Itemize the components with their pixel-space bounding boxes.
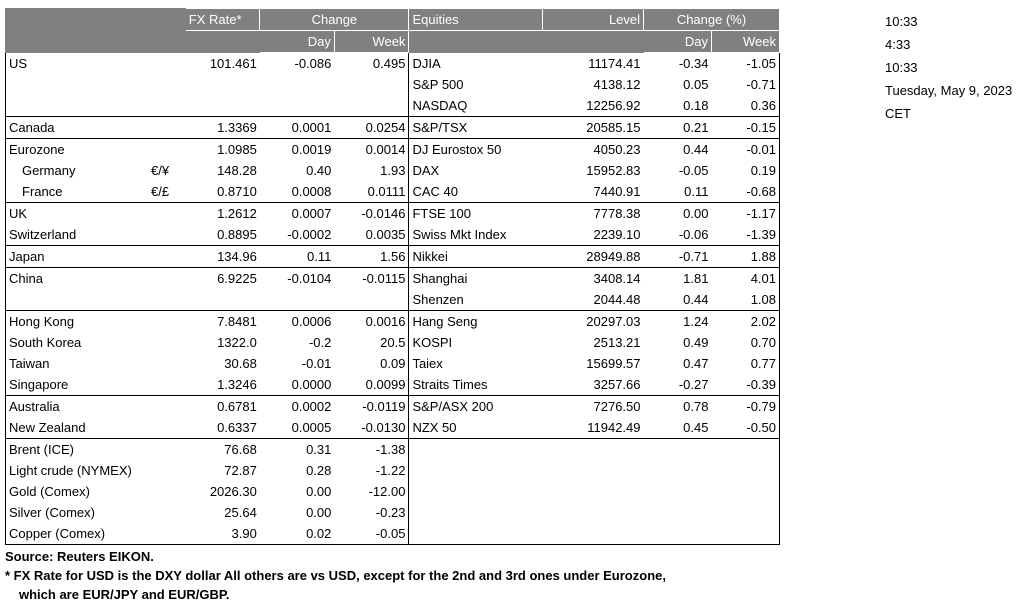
table-body: [6, 53, 780, 545]
row-fx-change-week: -0.0119: [334, 396, 409, 418]
row-equity-level: [543, 502, 644, 523]
row-equity-change-day: 1.81: [644, 268, 712, 290]
row-label: UK: [6, 203, 149, 225]
row-fx-change-day: 0.0007: [260, 203, 335, 225]
row-fx-change-day: 0.00: [306, 484, 332, 499]
row-equity-level: 7276.50: [543, 396, 644, 418]
table-row: [6, 396, 780, 418]
row-fx-change-week: -0.23: [375, 505, 406, 520]
row-equity-name: S&P 500: [409, 74, 543, 95]
row-equity-change-week: 0.19: [711, 160, 779, 181]
table-row: [6, 289, 780, 311]
row-fx-change-day: 0.0001: [260, 117, 335, 139]
row-fx-change-week: 20.5: [380, 335, 406, 350]
table-row: [6, 117, 780, 139]
row-equity-change-week: -1.17: [711, 203, 779, 225]
header-row-1: [6, 9, 780, 31]
row-label: Gold (Comex): [6, 481, 149, 502]
header-blank-symbol-2: [148, 31, 185, 53]
header-fx-week: Week: [334, 31, 409, 53]
row-equity-change-day: 0.44: [683, 292, 709, 307]
row-symbol: €/¥: [151, 163, 170, 178]
row-equity-change-day: 1.24: [644, 311, 712, 333]
row-equity-level: 2513.21: [593, 335, 641, 350]
row-symbol: [148, 95, 185, 117]
row-equity-change-week: 4.01: [711, 268, 779, 290]
row-equity-change-week: -1.39: [711, 224, 779, 246]
row-equity-change-day: 0.05: [683, 77, 709, 92]
row-fx-change-day: -0.2: [308, 335, 332, 350]
row-equity-level: 20585.15: [543, 117, 644, 139]
row-equity-change-week: 1.08: [711, 289, 779, 311]
row-equity-change-week: 0.70: [711, 332, 779, 353]
row-fx-change-day: 0.40: [306, 163, 332, 178]
table-header: [6, 9, 780, 53]
row-fx-change-day: -0.086: [260, 53, 335, 75]
table-row: [6, 311, 780, 333]
row-equity-change-day: -0.27: [678, 377, 709, 392]
row-equity-level: 3257.66: [593, 377, 641, 392]
row-equity-name: Hang Seng: [409, 311, 543, 333]
table-row: [6, 53, 780, 75]
header-fx-day: Day: [260, 31, 335, 53]
row-fx-change-day: 0.0002: [260, 396, 335, 418]
footnotes: [5, 547, 780, 604]
row-label: Switzerland: [6, 224, 149, 246]
row-equity-change-day: [644, 523, 712, 545]
row-symbol: [148, 502, 185, 523]
clock-timezone: CET: [885, 106, 911, 121]
row-symbol: [148, 117, 185, 139]
row-fx-change-week: [334, 95, 409, 117]
header-blank-fx-2: [185, 31, 260, 53]
row-equity-change-week: [711, 460, 779, 481]
row-equity-name: DJ Eurostox 50: [409, 139, 543, 161]
row-label: Copper (Comex): [6, 523, 149, 545]
row-fx-change-week: -0.05: [334, 523, 409, 545]
row-equity-name: [409, 439, 543, 461]
row-symbol: [148, 203, 185, 225]
header-blank-equities-2: [409, 31, 543, 53]
row-fx-change-week: 0.0014: [334, 139, 409, 161]
row-equity-level: 15952.83: [586, 163, 641, 178]
row-equity-name: Taiex: [409, 353, 543, 374]
row-equity-change-week: -0.68: [711, 181, 779, 203]
row-equity-name: [409, 523, 543, 545]
row-equity-level: [543, 523, 644, 545]
row-fx-change-day: 0.0008: [291, 184, 332, 199]
table-row: [6, 224, 780, 246]
row-equity-change-day: 0.78: [644, 396, 712, 418]
row-fx-rate: 0.8710: [217, 184, 257, 199]
header-eq-day: Day: [644, 31, 712, 53]
row-label: Taiwan: [6, 353, 149, 374]
row-label: [6, 95, 149, 117]
row-equity-name: Straits Times: [409, 374, 543, 396]
row-fx-change-day: 0.02: [260, 523, 335, 545]
row-label: China: [6, 268, 149, 290]
row-fx-rate: 6.9225: [185, 268, 260, 290]
row-fx-rate: 3.90: [185, 523, 260, 545]
row-equity-level: 2044.48: [593, 292, 641, 307]
header-level: Level: [543, 9, 644, 31]
row-fx-change-day: 0.0000: [291, 377, 332, 392]
row-fx-change-day: 0.28: [306, 463, 332, 478]
table-row: [6, 460, 780, 481]
row-equity-name: NZX 50: [409, 417, 543, 439]
row-fx-change-week: 1.93: [380, 163, 406, 178]
row-equity-change-day: [644, 460, 712, 481]
row-fx-change-week: 0.0016: [334, 311, 409, 333]
row-symbol: [148, 523, 185, 545]
row-fx-rate: 25.64: [224, 505, 257, 520]
table-row: [6, 332, 780, 353]
row-fx-change-week: 0.0099: [365, 377, 406, 392]
row-equity-change-day: [644, 481, 712, 502]
row-fx-rate: 1.0985: [185, 139, 260, 161]
row-equity-change-week: -1.05: [711, 53, 779, 75]
row-equity-change-week: 0.77: [711, 353, 779, 374]
row-equity-change-day: 0.00: [644, 203, 712, 225]
row-equity-change-week: [711, 523, 779, 545]
row-label: [6, 74, 149, 95]
row-fx-change-week: -0.0115: [334, 268, 409, 290]
row-label: Germany: [6, 160, 149, 181]
clock-date: Tuesday, May 9, 2023: [885, 83, 1013, 98]
row-fx-rate: 134.96: [185, 246, 260, 268]
row-equity-change-week: 0.36: [711, 95, 779, 117]
row-equity-level: 28949.88: [543, 246, 644, 268]
row-equity-change-day: 0.11: [684, 184, 709, 199]
table-row: [6, 160, 780, 181]
row-fx-rate: [185, 74, 260, 95]
row-fx-change-week: 0.0111: [367, 184, 406, 199]
row-fx-rate: 0.8895: [217, 227, 257, 242]
table-row: [6, 523, 780, 545]
row-fx-change-day: 0.0006: [260, 311, 335, 333]
row-label: Japan: [6, 246, 149, 268]
row-label: Light crude (NYMEX): [6, 460, 149, 481]
row-equity-level: 2239.10: [593, 227, 641, 242]
row-fx-change-week: -12.00: [368, 484, 406, 499]
row-fx-rate: 148.28: [217, 163, 257, 178]
row-fx-change-week: -0.0130: [361, 420, 406, 435]
row-symbol: [148, 53, 185, 75]
row-fx-change-day: -0.01: [301, 356, 332, 371]
row-equity-change-day: 0.44: [644, 139, 712, 161]
row-equity-level: [543, 481, 644, 502]
row-equity-level: 15699.57: [586, 356, 641, 371]
row-fx-rate: 0.6337: [217, 420, 257, 435]
header-blank-symbol: [148, 9, 185, 31]
row-equity-change-week: -0.39: [711, 374, 779, 396]
row-equity-name: DJIA: [409, 53, 543, 75]
row-fx-rate: [185, 289, 260, 311]
row-symbol: [148, 353, 185, 374]
row-symbol: [148, 481, 185, 502]
row-equity-name: NASDAQ: [409, 95, 543, 117]
row-fx-change-week: 0.0035: [365, 227, 406, 242]
row-fx-rate: 76.68: [185, 439, 260, 461]
row-equity-change-week: -0.50: [711, 417, 779, 439]
table-row: [6, 481, 780, 502]
row-equity-change-day: [644, 502, 712, 523]
row-equity-name: CAC 40: [409, 181, 543, 203]
row-equity-name: Nikkei: [409, 246, 543, 268]
header-blank-label-2: [6, 31, 149, 53]
row-fx-rate: 101.461: [185, 53, 260, 75]
table-row: [6, 246, 780, 268]
row-symbol: [148, 246, 185, 268]
row-symbol: [148, 224, 185, 246]
row-fx-change-day: 0.00: [306, 505, 332, 520]
table-row: [6, 181, 780, 203]
row-equity-level: 11942.49: [587, 420, 641, 435]
row-label: South Korea: [6, 332, 149, 353]
table-row: [6, 502, 780, 523]
row-fx-change-day: 0.0005: [291, 420, 332, 435]
row-symbol: [148, 74, 185, 95]
row-equity-name: Shenzen: [409, 289, 543, 311]
row-fx-change-week: 1.56: [334, 246, 409, 268]
row-equity-change-week: [711, 502, 779, 523]
row-equity-name: KOSPI: [409, 332, 543, 353]
row-equity-name: DAX: [409, 160, 543, 181]
header-equities: Equities: [409, 9, 543, 31]
header-change: Change: [260, 9, 409, 31]
row-equity-change-day: -0.05: [678, 163, 709, 178]
row-symbol: [148, 332, 185, 353]
market-table: [5, 8, 780, 545]
table-row: [6, 439, 780, 461]
row-equity-level: 4138.12: [593, 77, 641, 92]
row-fx-change-day: 0.0019: [260, 139, 335, 161]
row-label: [6, 289, 149, 311]
row-equity-name: S&P/ASX 200: [409, 396, 543, 418]
row-label: Singapore: [6, 374, 149, 396]
footnote-source: Source: Reuters EIKON.: [5, 549, 154, 564]
row-fx-change-day: [260, 95, 335, 117]
row-fx-change-week: 0.0254: [334, 117, 409, 139]
row-fx-change-week: -1.22: [375, 463, 406, 478]
clock-time-3: 10:33: [885, 60, 918, 75]
table-row: [6, 374, 780, 396]
row-fx-rate: 1322.0: [217, 335, 257, 350]
row-equity-change-week: -0.15: [711, 117, 779, 139]
row-fx-change-day: -0.0002: [287, 227, 332, 242]
row-symbol: [148, 439, 185, 461]
row-symbol: [148, 374, 185, 396]
row-fx-rate: 30.68: [224, 356, 257, 371]
row-fx-rate: 0.6781: [185, 396, 260, 418]
row-equity-change-day: [644, 439, 712, 461]
row-equity-change-week: [711, 439, 779, 461]
table-row: [6, 417, 780, 439]
row-fx-change-week: -1.38: [334, 439, 409, 461]
row-equity-change-day: -0.06: [678, 227, 709, 242]
row-fx-rate: 1.2612: [185, 203, 260, 225]
header-eq-week: Week: [711, 31, 779, 53]
clock-time-1: 10:33: [885, 14, 918, 29]
table-row: [6, 203, 780, 225]
row-equity-change-week: [711, 481, 779, 502]
row-equity-name: [409, 502, 543, 523]
row-equity-change-day: -0.34: [644, 53, 712, 75]
row-equity-level: 7440.91: [593, 184, 641, 199]
header-change-pct: Change (%): [644, 9, 780, 31]
row-symbol: €/£: [151, 184, 170, 199]
row-equity-name: [409, 481, 543, 502]
row-label: France: [6, 181, 149, 203]
table-row: [6, 74, 780, 95]
row-equity-level: 3408.14: [543, 268, 644, 290]
row-fx-change-day: [260, 74, 335, 95]
header-blank-level-2: [543, 31, 644, 53]
row-symbol: [148, 460, 185, 481]
row-symbol: [148, 268, 185, 290]
row-fx-rate: 1.3246: [217, 377, 257, 392]
header-fx-rate: FX Rate*: [185, 9, 260, 31]
row-label: Eurozone: [6, 139, 149, 161]
row-equity-level: 11174.41: [543, 53, 644, 75]
row-label: US: [6, 53, 149, 75]
row-equity-change-day: 0.45: [683, 420, 709, 435]
table-row: [6, 353, 780, 374]
table-row: [6, 139, 780, 161]
header-row-2: [6, 31, 780, 53]
row-symbol: [148, 417, 185, 439]
row-equity-name: S&P/TSX: [409, 117, 543, 139]
table-row: [6, 95, 780, 117]
row-equity-level: 7778.38: [543, 203, 644, 225]
row-equity-change-day: 0.49: [683, 335, 709, 350]
row-fx-change-day: 0.11: [260, 246, 335, 268]
clock-time-2: 4:33: [885, 37, 911, 52]
row-symbol: [148, 311, 185, 333]
row-fx-rate: 72.87: [224, 463, 257, 478]
row-label: Hong Kong: [6, 311, 149, 333]
row-equity-name: Shanghai: [409, 268, 543, 290]
row-fx-change-week: -0.0146: [334, 203, 409, 225]
row-equity-level: 4050.23: [543, 139, 644, 161]
row-fx-rate: [185, 95, 260, 117]
row-equity-change-week: -0.01: [711, 139, 779, 161]
row-fx-change-week: 0.495: [334, 53, 409, 75]
row-fx-change-day: [260, 289, 335, 311]
row-equity-change-day: 0.47: [683, 356, 709, 371]
row-equity-level: [543, 439, 644, 461]
row-equity-change-week: 2.02: [711, 311, 779, 333]
clock-panel: [885, 10, 1012, 125]
row-fx-change-week: [334, 74, 409, 95]
row-equity-name: [409, 460, 543, 481]
row-fx-change-day: 0.31: [260, 439, 335, 461]
row-equity-change-day: 0.18: [683, 98, 709, 113]
row-equity-level: [543, 460, 644, 481]
header-blank-label: [6, 9, 149, 31]
row-fx-change-day: -0.0104: [260, 268, 335, 290]
row-fx-rate: 1.3369: [185, 117, 260, 139]
row-equity-change-day: 0.21: [644, 117, 712, 139]
row-fx-rate: 7.8481: [185, 311, 260, 333]
footnote-fx-note-line1: * FX Rate for USD is the DXY dollar All others are vs USD, except for the 2nd and 3rd ones under Eurozone,: [5, 568, 666, 583]
row-equity-name: Swiss Mkt Index: [409, 224, 543, 246]
row-equity-change-week: -0.79: [711, 396, 779, 418]
row-equity-change-day: -0.71: [644, 246, 712, 268]
footnote-fx-note-line2: which are EUR/JPY and EUR/GBP.: [19, 587, 230, 602]
row-equity-level: 12256.92: [586, 98, 641, 113]
row-symbol: [148, 139, 185, 161]
row-label: Brent (ICE): [6, 439, 149, 461]
row-equity-name: FTSE 100: [409, 203, 543, 225]
market-data-sheet: [5, 8, 1029, 604]
row-label: Australia: [6, 396, 149, 418]
row-equity-change-week: 1.88: [711, 246, 779, 268]
table-row: [6, 268, 780, 290]
row-symbol: [148, 396, 185, 418]
row-equity-change-week: -0.71: [711, 74, 779, 95]
row-fx-change-week: 0.09: [380, 356, 406, 371]
row-label: New Zealand: [6, 417, 149, 439]
row-label: Silver (Comex): [6, 502, 149, 523]
row-fx-change-week: [334, 289, 409, 311]
row-symbol: [148, 289, 185, 311]
row-fx-rate: 2026.30: [209, 484, 257, 499]
row-equity-level: 20297.03: [543, 311, 644, 333]
row-label: Canada: [6, 117, 149, 139]
